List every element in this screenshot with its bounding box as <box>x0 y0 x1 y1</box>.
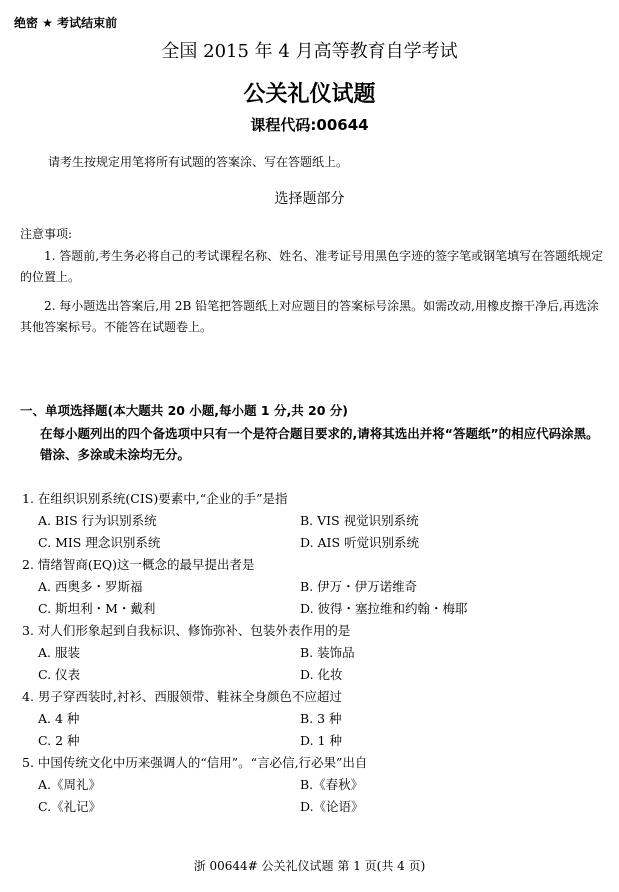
question-5-option-d: D.《论语》 <box>300 799 364 814</box>
question-3-option-a: A. 服装 <box>38 645 80 660</box>
question-5-option-c: C.《礼记》 <box>38 799 102 814</box>
note-item-2: 2. 每小题选出答案后,用 2B 铅笔把答题纸上对应题目的答案标号涂黑。如需改动,用橡皮擦干净后,再选涂其他答案标号。不能答在试题卷上。 <box>20 299 599 334</box>
course-code: 课程代码:00644 <box>250 116 369 134</box>
question-1-stem: 1. 在组织识别系统(CIS)要素中,“企业的手”是指 <box>22 491 288 506</box>
question-3-option-c: C. 仪表 <box>38 667 81 682</box>
section-heading: 一、单项选择题(本大题共 20 小题,每小题 1 分,共 20 分) <box>20 403 349 418</box>
question-2-option-c: C. 斯坦利・M・戴利 <box>38 601 156 616</box>
question-3-option-d: D. 化妆 <box>300 667 343 682</box>
part-title: 选择题部分 <box>274 191 345 207</box>
note-item-1: 1. 答题前,考生务必将自己的考试课程名称、姓名、准考证号用黑色字迹的签字笔或钢笔填写在答题纸规定的位置上。 <box>20 249 604 284</box>
question-5-stem: 5. 中国传统文化中历来强调人的“信用”。“言必信,行必果”出自 <box>22 755 368 770</box>
subject-title: 公关礼仪试题 <box>243 82 376 107</box>
question-3-stem: 3. 对人们形象起到自我标识、修饰弥补、包装外表作用的是 <box>22 623 351 638</box>
notes-label: 注意事项: <box>20 227 73 241</box>
question-4-option-d: D. 1 种 <box>300 733 342 748</box>
question-4-stem: 4. 男子穿西装时,衬衫、西服领带、鞋袜全身颜色不应超过 <box>22 689 342 704</box>
question-4-option-b: B. 3 种 <box>300 711 342 726</box>
question-1-option-d: D. AIS 听觉识别系统 <box>300 535 420 550</box>
question-5-option-a: A.《周礼》 <box>38 777 102 792</box>
exam-title: 全国 2015 年 4 月高等教育自学考试 <box>161 41 458 62</box>
question-3-option-b: B. 装饰品 <box>300 645 355 660</box>
question-1-option-a: A. BIS 行为识别系统 <box>38 513 157 528</box>
question-4-option-a: A. 4 种 <box>38 711 80 726</box>
question-1-option-c: C. MIS 理念识别系统 <box>38 535 161 550</box>
question-4-option-c: C. 2 种 <box>38 733 80 748</box>
question-2-stem: 2. 情绪智商(EQ)这一概念的最早提出者是 <box>22 557 255 572</box>
question-2-option-a: A. 西奥多・罗斯福 <box>38 579 143 594</box>
question-2-option-b: B. 伊万・伊万诺维奇 <box>300 579 418 594</box>
instruction-text: 请考生按规定用笔将所有试题的答案涂、写在答题纸上。 <box>48 155 349 169</box>
question-2-option-d: D. 彼得・塞拉维和约翰・梅耶 <box>300 601 468 616</box>
question-1-option-b: B. VIS 视觉识别系统 <box>300 513 419 528</box>
section-description: 在每小题列出的四个备选项中只有一个是符合题目要求的,请将其选出并将“答题纸”的相应代码涂黑。错涂、多涂或未涂均无分。 <box>40 426 599 462</box>
page-footer: 浙 00644# 公关礼仪试题 第 1 页(共 4 页) <box>193 859 426 873</box>
secret-label: 绝密 ★ 考试结束前 <box>14 16 118 30</box>
question-5-option-b: B.《春秋》 <box>300 777 364 792</box>
